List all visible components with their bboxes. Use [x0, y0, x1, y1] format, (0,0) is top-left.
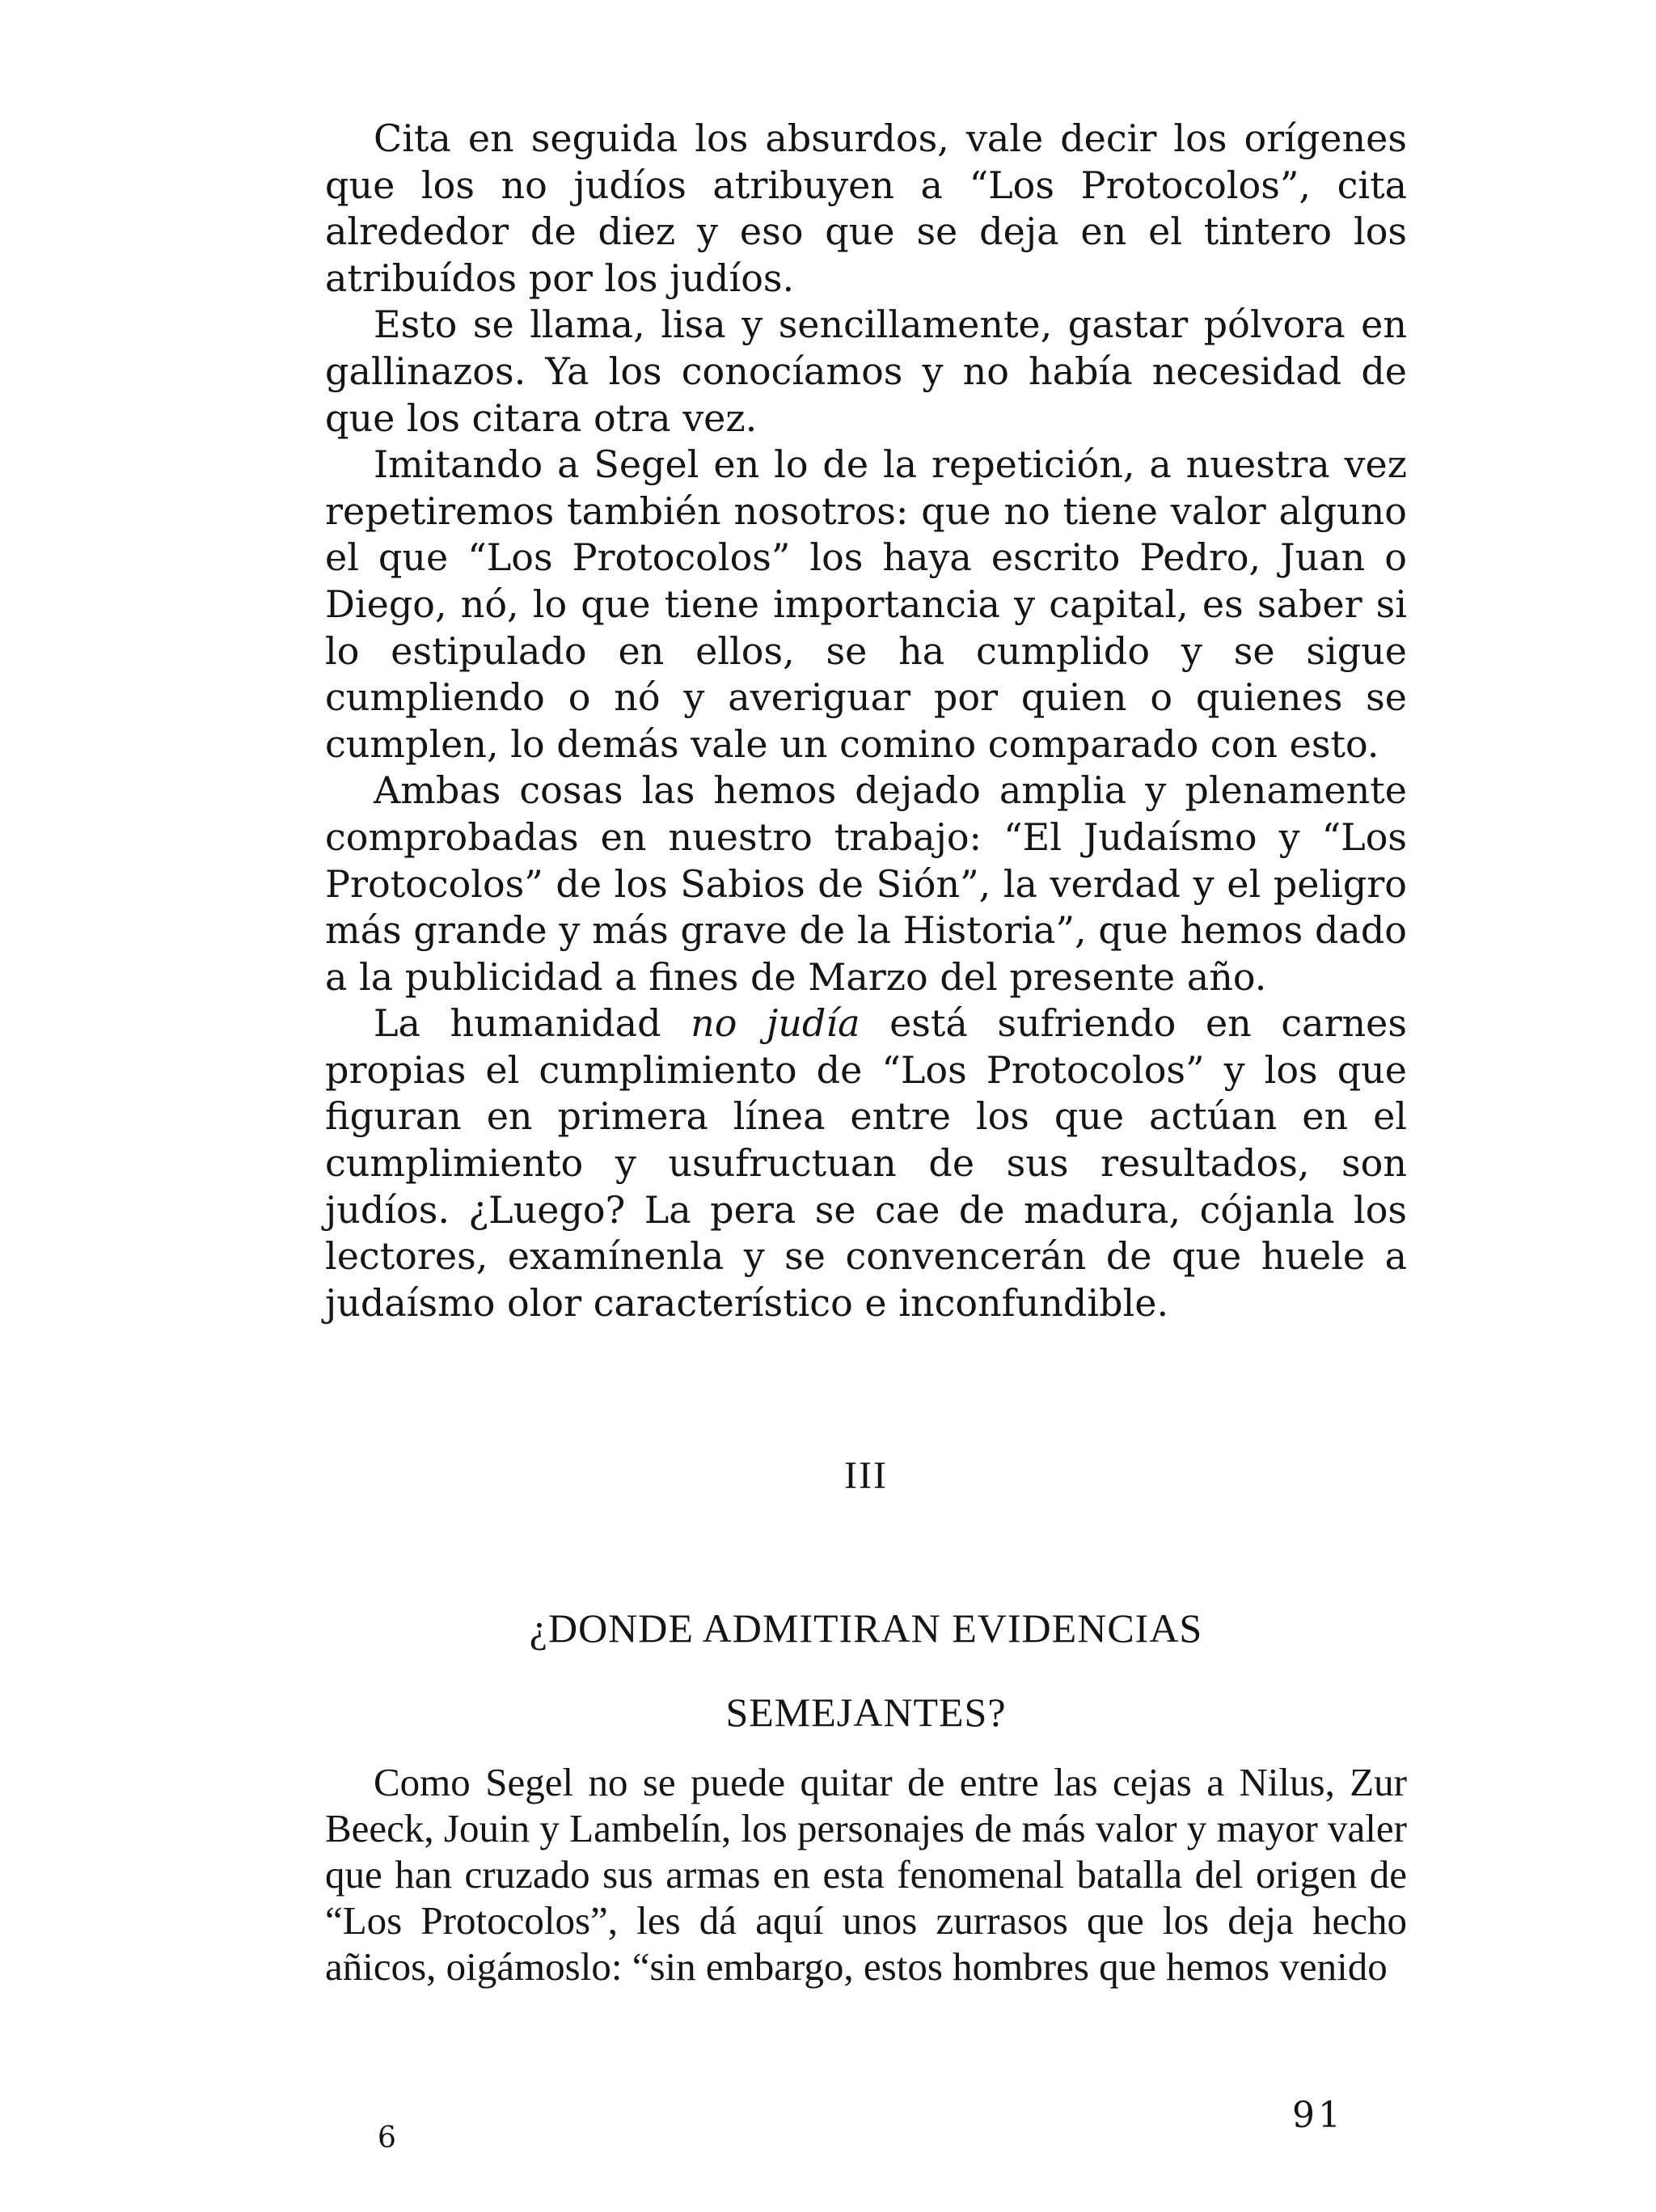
chapter-title-line-1: ¿DONDE ADMITIRAN EVIDENCIAS — [529, 1605, 1203, 1651]
paragraph-1: Cita en seguida los absurdos, vale decir los orígenes que los no judíos atribuyen a “Los Protocolos”, cita alrededor de diez y eso que se deja en el tintero los atribuídos por los judíos. — [325, 116, 1407, 300]
paragraph-5-rest: está sufriendo en carnes propias el cumplimiento de “Los Protocolos” y los que figuran en primera línea entre los que actúan en el cumplimiento y usufructuan de sus resultados, son judíos. ¿Luego? La pera se cae de madura, cójanla los lectores, examínenla y se convencerán de que huele a judaísmo olor característico e inconfundible. — [325, 1001, 1408, 1325]
chapter-title-line-2: SEMEJANTES? — [725, 1690, 1007, 1735]
chapter-number: III — [844, 1454, 888, 1497]
bottom-text-block — [325, 1759, 1407, 1990]
top-text-block — [325, 116, 1407, 1326]
paragraph-2: Esto se llama, lisa y sencillamente, gastar pólvora en gallinazos. Ya los conocíamos y no había necesidad de que los citara otra vez. — [325, 302, 1407, 440]
paragraph-5-start: La humanidad — [374, 1001, 691, 1046]
paragraph-4: Ambas cosas las hemos dejado amplia y plenamente comprobadas en nuestro trabajo: “El Judaísmo y “Los Protocolos” de los Sabios de Sión”, la verdad y el peligro más grande y más grave de la Historia”, que hemos dado a la publicidad a fines de Marzo del presente año. — [325, 768, 1407, 999]
paragraph-5 — [325, 1000, 1407, 1326]
paragraph-6: Como Segel no se puede quitar de entre las cejas a Nilus, Zur Beeck, Jouin y Lambelín, los personajes de más valor y mayor valer que han cruzado sus armas en esta fenomenal batalla del origen de “Los Protocolos”, les dá aquí unos zurrasos que los deja hecho añicos, oigámoslo: “sin embargo, estos hombres que hemos venido — [325, 1760, 1407, 1989]
paragraph-5-emphasis: no judía — [691, 1001, 860, 1046]
page-number: 91 — [1292, 2095, 1344, 2136]
paragraph-3: Imitando a Segel en lo de la repetición, a nuestra vez repetiremos también nosotros: que no tiene valor alguno el que “Los Protocolos” los haya escrito Pedro, Juan o Diego, nó, lo que tiene importancia y capital, es saber si lo estipulado en ellos, se ha cumplido y se sigue cumpliendo o nó y averiguar por quien o quienes se cumplen, lo demás vale un comino comparado con esto. — [325, 442, 1407, 766]
signature-mark: 6 — [378, 2121, 396, 2155]
chapter-title — [325, 1586, 1407, 1754]
